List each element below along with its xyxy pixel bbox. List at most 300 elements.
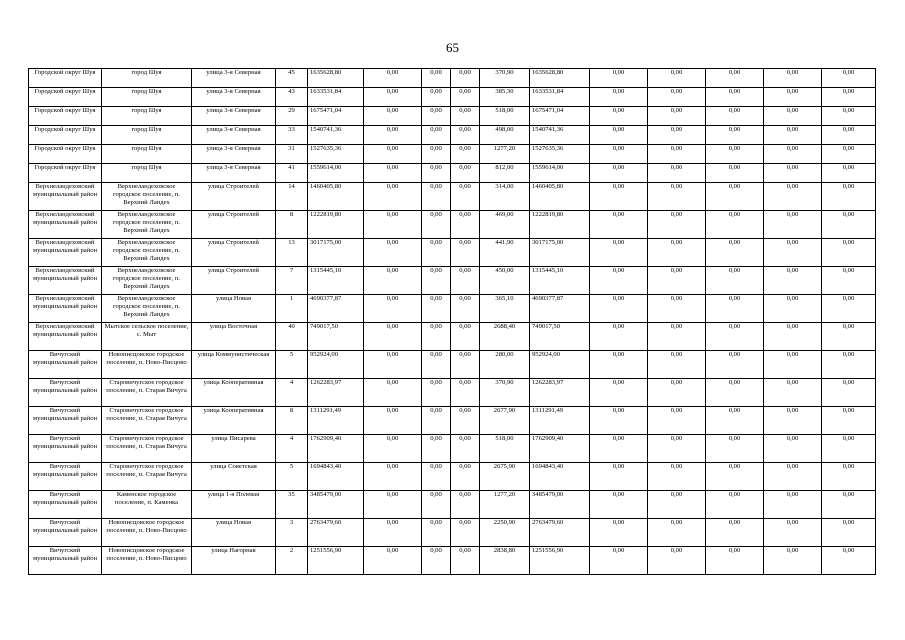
table-row [29,379,876,407]
cell-cost-total: 952924,00 [308,351,364,379]
cell-col-14: 0,00 [764,267,822,295]
cell-col-13: 0,00 [706,407,764,435]
cell-col-13: 0,00 [706,295,764,323]
table-row [29,547,876,575]
cell-street: улица Строителей [192,183,276,211]
cell-municipality: Городской округ Шуя [29,145,102,164]
cell-street: улица Кооперативная [192,379,276,407]
cell-house-number: 43 [276,88,308,107]
cell-cost-repeat: 1694843,40 [530,463,590,491]
cell-settlement: Старовичугское городское поселение, п. Старая Вичуга [102,435,192,463]
cell-settlement: Мытское сельское поселение, с. Мыт [102,323,192,351]
cell-cost-repeat: 1635628,80 [530,69,590,88]
cell-col-7: 0,00 [422,164,451,183]
cell-col-14: 0,00 [764,183,822,211]
cell-col-8: 0,00 [451,463,480,491]
cell-col-6: 0,00 [364,295,422,323]
table-row [29,323,876,351]
cell-col-14: 0,00 [764,463,822,491]
cell-area: 441,90 [480,239,530,267]
cell-cost-repeat: 1262283,97 [530,379,590,407]
cell-col-11: 0,00 [590,547,648,575]
cell-col-6: 0,00 [364,491,422,519]
cell-cost-repeat: 1222819,80 [530,211,590,239]
cell-col-12: 0,00 [648,463,706,491]
cell-settlement: Новописцовское городское поселение, п. Ново-Писцово [102,351,192,379]
cell-municipality: Вичугский муниципальный район [29,519,102,547]
cell-cost-total: 1222819,80 [308,211,364,239]
cell-col-6: 0,00 [364,267,422,295]
cell-cost-repeat: 3485479,00 [530,491,590,519]
cell-house-number: 8 [276,211,308,239]
cell-col-7: 0,00 [422,491,451,519]
cell-street: улица 3-я Северная [192,126,276,145]
cell-cost-total: 1675471,04 [308,107,364,126]
cell-area: 450,00 [480,267,530,295]
cell-cost-repeat: 749017,50 [530,323,590,351]
table-row [29,69,876,88]
cell-col-8: 0,00 [451,211,480,239]
cell-settlement: Верхнеландеховское городское поселение, п. Верхний Ландех [102,267,192,295]
cell-col-8: 0,00 [451,435,480,463]
cell-col-6: 0,00 [364,435,422,463]
cell-street: улица 3-я Северная [192,164,276,183]
cell-col-12: 0,00 [648,323,706,351]
cell-cost-total: 1315445,10 [308,267,364,295]
cell-house-number: 8 [276,407,308,435]
cell-col-8: 0,00 [451,407,480,435]
cell-col-12: 0,00 [648,145,706,164]
cell-cost-total: 1540741,36 [308,126,364,145]
table-row [29,164,876,183]
cell-col-11: 0,00 [590,351,648,379]
cell-col-6: 0,00 [364,351,422,379]
cell-area: 2838,80 [480,547,530,575]
cell-street: улица Кооперативная [192,407,276,435]
cell-municipality: Вичугский муниципальный район [29,351,102,379]
cell-col-12: 0,00 [648,69,706,88]
cell-col-13: 0,00 [706,69,764,88]
cell-col-12: 0,00 [648,379,706,407]
cell-col-11: 0,00 [590,126,648,145]
cell-municipality: Вичугский муниципальный район [29,491,102,519]
cell-col-6: 0,00 [364,145,422,164]
cell-col-11: 0,00 [590,69,648,88]
cell-house-number: 40 [276,323,308,351]
cell-street: улица Строителей [192,239,276,267]
cell-col-13: 0,00 [706,323,764,351]
cell-street: улица Восточная [192,323,276,351]
cell-col-7: 0,00 [422,88,451,107]
cell-house-number: 41 [276,164,308,183]
cell-col-11: 0,00 [590,491,648,519]
cell-col-8: 0,00 [451,351,480,379]
cell-col-12: 0,00 [648,407,706,435]
cell-col-15: 0,00 [822,547,876,575]
cell-settlement: Верхнеландеховское городское поселение, п. Верхний Ландех [102,183,192,211]
cell-cost-total: 1633531,84 [308,88,364,107]
cell-cost-repeat: 4690377,87 [530,295,590,323]
cell-col-13: 0,00 [706,463,764,491]
cell-col-7: 0,00 [422,519,451,547]
cell-col-7: 0,00 [422,211,451,239]
cell-street: улица 3-я Северная [192,88,276,107]
cell-col-13: 0,00 [706,88,764,107]
cell-cost-repeat: 1540741,36 [530,126,590,145]
cell-area: 370,90 [480,69,530,88]
table-row [29,463,876,491]
cell-col-13: 0,00 [706,435,764,463]
cell-col-12: 0,00 [648,295,706,323]
cell-col-6: 0,00 [364,107,422,126]
cell-col-13: 0,00 [706,126,764,145]
cell-settlement: Верхнеландеховское городское поселение, п. Верхний Ландех [102,239,192,267]
cell-col-8: 0,00 [451,547,480,575]
cell-col-15: 0,00 [822,463,876,491]
cell-col-15: 0,00 [822,491,876,519]
cell-house-number: 5 [276,463,308,491]
cell-col-15: 0,00 [822,407,876,435]
table-row [29,183,876,211]
cell-street: улица Строителей [192,211,276,239]
cell-col-13: 0,00 [706,491,764,519]
cell-col-11: 0,00 [590,183,648,211]
cell-col-6: 0,00 [364,164,422,183]
cell-municipality: Верхнеландеховский муниципальный район [29,211,102,239]
cell-cost-total: 1311291,49 [308,407,364,435]
table-row [29,491,876,519]
cell-col-6: 0,00 [364,88,422,107]
cell-cost-total: 3485479,00 [308,491,364,519]
cell-house-number: 29 [276,107,308,126]
cell-street: улица 3-я Северная [192,107,276,126]
cell-area: 469,00 [480,211,530,239]
cell-house-number: 7 [276,267,308,295]
cell-col-8: 0,00 [451,323,480,351]
cell-col-7: 0,00 [422,463,451,491]
cell-settlement: город Шуя [102,88,192,107]
cell-area: 365,10 [480,295,530,323]
cell-settlement: Каменское городское поселение, п. Каменка [102,491,192,519]
cell-cost-total: 2763479,60 [308,519,364,547]
cell-settlement: город Шуя [102,164,192,183]
cell-col-8: 0,00 [451,491,480,519]
cell-col-7: 0,00 [422,379,451,407]
cell-house-number: 3 [276,519,308,547]
cell-col-13: 0,00 [706,519,764,547]
cell-cost-repeat: 1559614,00 [530,164,590,183]
cell-settlement: Старовичугское городское поселение, п. Старая Вичуга [102,407,192,435]
cell-col-12: 0,00 [648,435,706,463]
cell-col-12: 0,00 [648,164,706,183]
cell-col-15: 0,00 [822,88,876,107]
cell-house-number: 33 [276,126,308,145]
table-row [29,88,876,107]
cell-area: 518,00 [480,435,530,463]
cell-col-8: 0,00 [451,379,480,407]
cell-col-12: 0,00 [648,107,706,126]
cell-col-15: 0,00 [822,519,876,547]
cell-col-12: 0,00 [648,126,706,145]
cell-col-6: 0,00 [364,211,422,239]
cell-col-12: 0,00 [648,183,706,211]
cell-municipality: Верхнеландеховский муниципальный район [29,323,102,351]
cell-street: улица 3-я Северная [192,145,276,164]
cell-street: улица Новая [192,519,276,547]
cell-col-11: 0,00 [590,295,648,323]
cell-street: улица Советская [192,463,276,491]
cell-col-15: 0,00 [822,145,876,164]
cell-col-15: 0,00 [822,126,876,145]
cell-col-14: 0,00 [764,211,822,239]
cell-col-7: 0,00 [422,183,451,211]
cell-col-15: 0,00 [822,239,876,267]
cell-col-8: 0,00 [451,183,480,211]
cell-area: 518,00 [480,107,530,126]
cell-area: 2250,90 [480,519,530,547]
cell-col-6: 0,00 [364,126,422,145]
table-row [29,145,876,164]
cell-col-11: 0,00 [590,145,648,164]
cell-settlement: Верхнеландеховское городское поселение, п. Верхний Ландех [102,295,192,323]
cell-cost-total: 1527635,36 [308,145,364,164]
cell-street: улица 3-я Северная [192,69,276,88]
cell-col-6: 0,00 [364,323,422,351]
cell-house-number: 14 [276,183,308,211]
cell-municipality: Городской округ Шуя [29,164,102,183]
table-row [29,435,876,463]
cell-col-14: 0,00 [764,351,822,379]
table-row [29,519,876,547]
cell-col-14: 0,00 [764,164,822,183]
cell-col-8: 0,00 [451,126,480,145]
cell-col-12: 0,00 [648,491,706,519]
cell-col-7: 0,00 [422,351,451,379]
table-row [29,295,876,323]
cell-settlement: Новописцовское городское поселение, п. Ново-Писцово [102,547,192,575]
cell-col-15: 0,00 [822,69,876,88]
cell-house-number: 4 [276,379,308,407]
cell-settlement: Верхнеландеховское городское поселение, п. Верхний Ландех [102,211,192,239]
cell-col-7: 0,00 [422,126,451,145]
cell-cost-total: 749017,50 [308,323,364,351]
cell-col-15: 0,00 [822,435,876,463]
cell-area: 2688,40 [480,323,530,351]
cell-col-13: 0,00 [706,211,764,239]
cell-col-11: 0,00 [590,164,648,183]
cell-municipality: Вичугский муниципальный район [29,463,102,491]
cell-settlement: город Шуя [102,126,192,145]
table-row [29,267,876,295]
cell-col-11: 0,00 [590,463,648,491]
cell-col-15: 0,00 [822,323,876,351]
cell-settlement: Старовичугское городское поселение, п. Старая Вичуга [102,379,192,407]
cell-col-7: 0,00 [422,295,451,323]
cell-cost-total: 1251556,90 [308,547,364,575]
cell-col-12: 0,00 [648,88,706,107]
cell-municipality: Городской округ Шуя [29,107,102,126]
cell-cost-total: 1762909,40 [308,435,364,463]
cell-municipality: Городской округ Шуя [29,88,102,107]
table-row [29,126,876,145]
cell-house-number: 4 [276,435,308,463]
cell-col-6: 0,00 [364,183,422,211]
cell-cost-total: 1635628,80 [308,69,364,88]
cell-cost-total: 1262283,97 [308,379,364,407]
cell-col-14: 0,00 [764,379,822,407]
cell-cost-total: 3017175,00 [308,239,364,267]
cell-col-13: 0,00 [706,145,764,164]
cell-house-number: 35 [276,491,308,519]
cell-cost-total: 4690377,87 [308,295,364,323]
cell-col-6: 0,00 [364,407,422,435]
cell-col-11: 0,00 [590,407,648,435]
cell-municipality: Верхнеландеховский муниципальный район [29,239,102,267]
cell-col-7: 0,00 [422,239,451,267]
cell-col-7: 0,00 [422,69,451,88]
cell-cost-total: 1694843,40 [308,463,364,491]
cell-col-14: 0,00 [764,435,822,463]
cell-cost-repeat: 1675471,04 [530,107,590,126]
cell-col-13: 0,00 [706,547,764,575]
cell-cost-repeat: 1251556,90 [530,547,590,575]
cell-street: улица Нагорная [192,547,276,575]
cell-col-14: 0,00 [764,323,822,351]
cell-cost-total: 1460405,80 [308,183,364,211]
cell-cost-repeat: 1633531,84 [530,88,590,107]
cell-col-13: 0,00 [706,379,764,407]
cell-col-11: 0,00 [590,379,648,407]
cell-col-7: 0,00 [422,323,451,351]
cell-col-13: 0,00 [706,351,764,379]
cell-col-12: 0,00 [648,547,706,575]
cell-col-14: 0,00 [764,407,822,435]
cell-col-14: 0,00 [764,295,822,323]
cell-col-14: 0,00 [764,519,822,547]
register-table [28,68,876,575]
cell-area: 812,00 [480,164,530,183]
cell-col-8: 0,00 [451,88,480,107]
cell-col-15: 0,00 [822,351,876,379]
cell-col-15: 0,00 [822,107,876,126]
cell-col-7: 0,00 [422,407,451,435]
cell-area: 1277,20 [480,491,530,519]
cell-col-14: 0,00 [764,547,822,575]
cell-col-8: 0,00 [451,107,480,126]
cell-col-15: 0,00 [822,183,876,211]
cell-cost-repeat: 2763479,60 [530,519,590,547]
cell-street: улица Новая [192,295,276,323]
cell-col-15: 0,00 [822,267,876,295]
cell-col-8: 0,00 [451,519,480,547]
cell-area: 314,00 [480,183,530,211]
cell-cost-repeat: 3017175,00 [530,239,590,267]
table-body [29,69,876,575]
cell-col-6: 0,00 [364,379,422,407]
cell-col-7: 0,00 [422,547,451,575]
cell-col-14: 0,00 [764,88,822,107]
cell-municipality: Вичугский муниципальный район [29,435,102,463]
cell-col-14: 0,00 [764,126,822,145]
table-row [29,211,876,239]
cell-house-number: 1 [276,295,308,323]
cell-col-8: 0,00 [451,239,480,267]
table-row [29,107,876,126]
cell-col-13: 0,00 [706,164,764,183]
page-number: 65 [446,40,459,55]
cell-col-8: 0,00 [451,145,480,164]
cell-house-number: 31 [276,145,308,164]
cell-col-7: 0,00 [422,107,451,126]
cell-area: 2675,90 [480,463,530,491]
cell-settlement: Новописцовское городское поселение, п. Ново-Писцово [102,519,192,547]
table-row [29,407,876,435]
cell-house-number: 45 [276,69,308,88]
cell-col-15: 0,00 [822,164,876,183]
cell-col-6: 0,00 [364,547,422,575]
cell-cost-repeat: 1460405,80 [530,183,590,211]
cell-cost-repeat: 1311291,49 [530,407,590,435]
cell-cost-total: 1559614,00 [308,164,364,183]
cell-municipality: Городской округ Шуя [29,126,102,145]
cell-house-number: 5 [276,351,308,379]
cell-col-15: 0,00 [822,379,876,407]
cell-col-13: 0,00 [706,183,764,211]
cell-col-12: 0,00 [648,239,706,267]
cell-house-number: 13 [276,239,308,267]
cell-area: 280,00 [480,351,530,379]
cell-col-8: 0,00 [451,295,480,323]
cell-municipality: Верхнеландеховский муниципальный район [29,183,102,211]
cell-col-11: 0,00 [590,107,648,126]
cell-col-14: 0,00 [764,145,822,164]
cell-col-13: 0,00 [706,107,764,126]
cell-municipality: Верхнеландеховский муниципальный район [29,295,102,323]
cell-col-11: 0,00 [590,88,648,107]
cell-settlement: город Шуя [102,69,192,88]
cell-col-8: 0,00 [451,267,480,295]
cell-col-12: 0,00 [648,519,706,547]
table-row [29,239,876,267]
cell-street: улица Строителей [192,267,276,295]
cell-col-11: 0,00 [590,267,648,295]
cell-municipality: Верхнеландеховский муниципальный район [29,267,102,295]
cell-col-14: 0,00 [764,69,822,88]
cell-area: 498,00 [480,126,530,145]
cell-col-13: 0,00 [706,239,764,267]
cell-street: улица Писарева [192,435,276,463]
cell-settlement: город Шуя [102,107,192,126]
cell-col-7: 0,00 [422,435,451,463]
cell-col-15: 0,00 [822,295,876,323]
cell-col-6: 0,00 [364,69,422,88]
cell-col-12: 0,00 [648,211,706,239]
cell-col-11: 0,00 [590,211,648,239]
cell-col-11: 0,00 [590,519,648,547]
cell-area: 2677,90 [480,407,530,435]
cell-col-8: 0,00 [451,164,480,183]
cell-col-6: 0,00 [364,239,422,267]
cell-house-number: 2 [276,547,308,575]
cell-col-8: 0,00 [451,69,480,88]
cell-col-12: 0,00 [648,267,706,295]
cell-col-6: 0,00 [364,463,422,491]
cell-cost-repeat: 1527635,36 [530,145,590,164]
cell-cost-repeat: 1762909,40 [530,435,590,463]
cell-area: 385,30 [480,88,530,107]
cell-col-11: 0,00 [590,239,648,267]
cell-col-11: 0,00 [590,435,648,463]
